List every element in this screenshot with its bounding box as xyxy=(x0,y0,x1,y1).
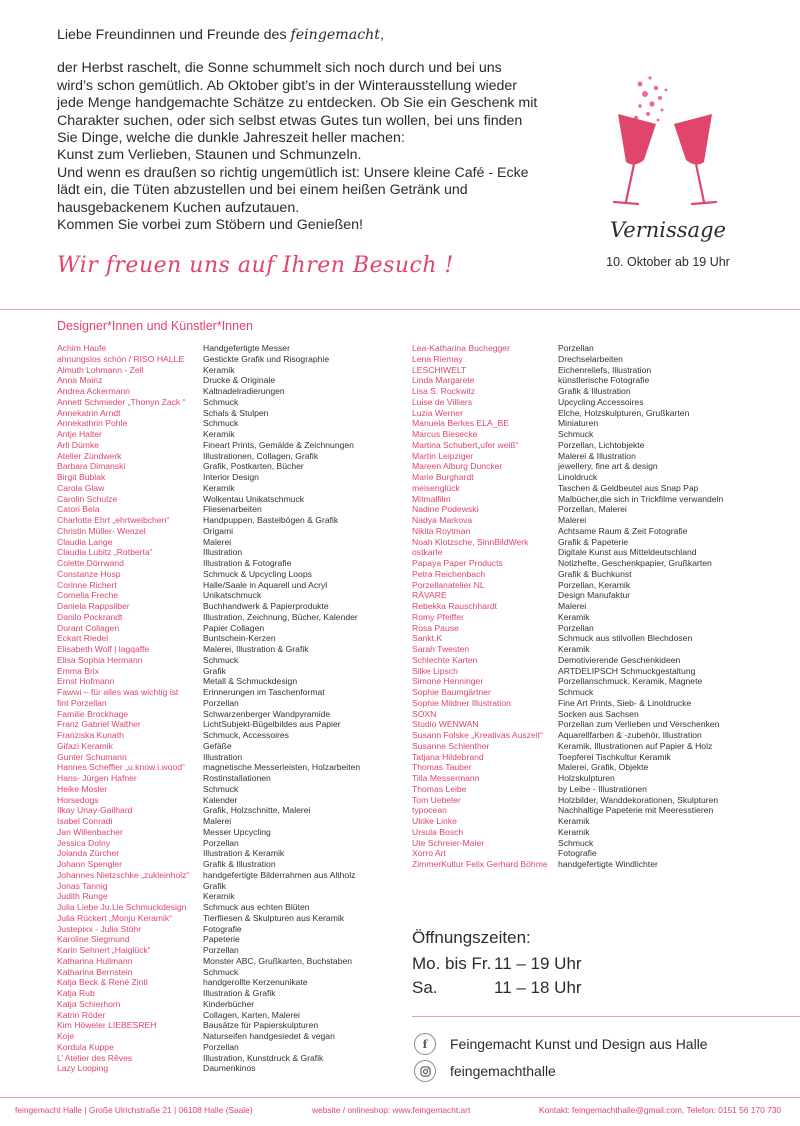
designer-name: Claudia Lubitz „Rotberta“ xyxy=(57,547,153,558)
designer-name: Colette Dörrwand xyxy=(57,558,124,568)
intro-paragraph xyxy=(57,60,577,234)
designer-name: ZimmerKultur Felix Gerhard Böhme xyxy=(412,859,548,869)
designer-description: Toepferei Tischkultur Keramik xyxy=(558,751,671,762)
designer-name: Nadya Markova xyxy=(412,515,473,525)
designer-name: Carolin Schulze xyxy=(57,493,118,504)
designer-name: Lena Riemay xyxy=(412,353,463,364)
designer-names-column-2 xyxy=(412,343,562,870)
designer-name: Kim Höweler LIEBESREH xyxy=(57,1020,157,1031)
designer-name: Tatjana Hildebrand xyxy=(412,751,484,762)
designer-name: Annekatrin Arndt xyxy=(57,407,121,418)
designer-name: Christin Müller- Wenzel xyxy=(57,525,146,536)
designer-description: handgerollte Kerzenunikate xyxy=(203,977,308,988)
designer-name: Claudia Lange xyxy=(57,536,113,547)
designer-description: Illustration xyxy=(203,751,243,762)
designer-description: Illustration xyxy=(203,547,243,558)
designer-description: Porzellan xyxy=(203,837,239,848)
designer-name: Nadine Podewski xyxy=(412,504,479,515)
designer-name: Johannes Nietzschke „zukleinholz“ xyxy=(57,869,190,880)
designer-description: Handgefertigte Messer xyxy=(203,343,290,353)
designer-name: Nikita Roytman xyxy=(412,525,471,536)
designer-description: Interior Design xyxy=(203,472,259,482)
designer-description: Demotivierende Geschenkideen xyxy=(558,654,681,665)
intro-line: Sie Dinge, welche die dunkle Jahreszeit heller machen: xyxy=(57,130,405,147)
designer-description: künstlerische Fotografie xyxy=(558,375,650,386)
designer-name: Romy Pfeiffer xyxy=(412,611,464,622)
designer-description: Fotografie xyxy=(558,848,597,859)
designer-name: ahnungslos schön / RISO HALLE xyxy=(57,353,185,364)
designer-name: fint Porzellan xyxy=(57,697,107,708)
designer-description: Buchhandwerk & Papierprodukte xyxy=(203,601,329,611)
designer-description: Malerei, Grafik, Objekte xyxy=(558,762,649,773)
designer-description: Schmuck xyxy=(203,654,239,665)
designer-description: Unikatschmuck xyxy=(203,590,262,601)
instagram-link[interactable]: feingemachthalle xyxy=(414,1060,556,1082)
designer-name: Cornelia Freche xyxy=(57,590,119,601)
designer-name: Familie Brockhage xyxy=(57,708,129,719)
vernissage-title: Vernissage xyxy=(610,218,726,242)
designer-description: Keramik xyxy=(203,891,235,902)
designer-description: Grafik & Illustration xyxy=(558,386,631,396)
designer-description: Holzskulpturen xyxy=(558,773,615,783)
designer-name: Katja Beck & René Zintl xyxy=(57,977,148,988)
designer-description: Design Manufaktur xyxy=(558,590,631,601)
designer-name: Gifazi Keramik xyxy=(57,740,113,751)
designer-name: Annekathrin Pohle xyxy=(57,418,128,429)
designer-description: Kalender xyxy=(203,794,238,805)
designer-description: Collagen, Karten, Malerei xyxy=(203,1009,300,1020)
designer-description: Grafik & Papeterie xyxy=(558,536,629,547)
designer-name: Katharina Hullmann xyxy=(57,955,133,966)
designer-description: Keramik, Illustrationen auf Papier & Holz xyxy=(558,740,713,751)
designers-heading: Designer*Innen und Künstler*Innen xyxy=(57,319,253,333)
designer-description: Grafik, Holzschnitte, Malerei xyxy=(203,805,311,816)
designer-name: Katrin Röder xyxy=(57,1009,106,1020)
designer-description: Schmuck xyxy=(558,687,594,697)
designer-description: Schmuck xyxy=(558,429,594,439)
designer-name: Danilo Pockrandt xyxy=(57,611,123,622)
designer-description: Illustration, Kunstdruck & Grafik xyxy=(203,1052,324,1063)
designer-description: Notizhefte, Geschenkpapier, Grußkarten xyxy=(558,558,712,568)
designer-description: Schmuck xyxy=(203,783,239,794)
designer-name: Jonas Tannig xyxy=(57,880,108,891)
designer-description: Keramik xyxy=(203,482,235,493)
designer-description: Malerei xyxy=(203,536,232,547)
designer-description: Miniaturen xyxy=(558,418,599,429)
designer-description: Porzellan, Malerei xyxy=(558,504,627,515)
designer-name: Johann Spengler xyxy=(57,859,122,869)
intro-line: Kunst zum Verlieben, Staunen und Schmunzeln. xyxy=(57,147,362,164)
designer-description: handgefertigte Bilderrahmen aus Altholz xyxy=(203,869,356,880)
designer-name: Isabel Conradi xyxy=(57,816,113,826)
designer-name: Papaya Paper Products xyxy=(412,558,503,568)
designer-description: Malerei, Illustration & Grafik xyxy=(203,644,309,654)
designer-description: Malerei xyxy=(558,515,587,525)
designer-name: Schlechte Karten xyxy=(412,654,478,665)
designer-description: Achtsame Raum & Zeit Fotografie xyxy=(558,525,688,536)
designer-name: Silke Lipsch xyxy=(412,665,458,676)
designer-name: Noah Klotzsche, SinnBildWerk xyxy=(412,536,529,547)
designer-name: Lazy Looping xyxy=(57,1063,109,1074)
designer-description: Keramik xyxy=(203,364,235,375)
designer-description: Malerei xyxy=(558,601,587,611)
champagne-glasses-icon xyxy=(600,74,730,214)
designer-name: Julia Liebe Ju.Lie Schmuckdesign xyxy=(57,902,187,912)
designer-description: Nachhaltige Papeterie mit Meeresstieren xyxy=(558,805,714,816)
facebook-link[interactable]: f Feingemacht Kunst und Design aus Halle xyxy=(414,1033,708,1055)
designer-name: Eckart Riedel xyxy=(57,633,109,644)
designer-name: Katharina Bernstein xyxy=(57,966,133,977)
designer-description: Porzellan xyxy=(203,1041,239,1052)
designer-description: Porzellanschmuck, Keramik, Magnete xyxy=(558,676,703,687)
designer-description: Schmuck aus echten Blüten xyxy=(203,902,310,912)
intro-line: jede Menge handgemachte Schätze zu entdecken. Ob Sie ein Geschenk mit xyxy=(57,95,538,112)
designer-description: Illustration & Grafik xyxy=(203,988,276,998)
designer-description: Schmuck & Upcycling Loops xyxy=(203,568,312,579)
designer-name: Studio WENWAN xyxy=(412,719,479,730)
designer-description: Gefäße xyxy=(203,740,232,751)
designer-description: Porzellan xyxy=(558,622,594,633)
intro-text xyxy=(57,27,577,234)
designer-description: Messer Upcycling xyxy=(203,826,271,837)
designer-name: Petra Reichenbach xyxy=(412,568,486,579)
designer-descriptions-column-1 xyxy=(203,343,403,1074)
designer-description: magnetische Messerleisten, Holzarbeiten xyxy=(203,762,361,773)
designer-description: Grafik & Illustration xyxy=(203,859,276,869)
designer-description: Holzbilder, Wanddekorationen, Skulpturen xyxy=(558,794,719,805)
designer-description: Eichenreliefs, Illustration xyxy=(558,364,652,375)
designer-description: Schmuck xyxy=(203,418,239,429)
divider xyxy=(0,309,800,310)
designer-name: Manuela Berkes ELA_BE xyxy=(412,418,509,429)
designer-description: Illustration & Keramik xyxy=(203,848,285,859)
designer-description: Fineart Prints, Gemälde & Zeichnungen xyxy=(203,439,354,450)
designer-description: Buntschein-Kerzen xyxy=(203,633,276,644)
vernissage-date: 10. Oktober ab 19 Uhr xyxy=(606,255,730,269)
opening-hours-row: Sa. 11 – 18 Uhr xyxy=(412,978,582,997)
designer-name: Hans- Jürgen Hafner xyxy=(57,773,137,783)
designer-name: Carola Glaw xyxy=(57,482,105,493)
designer-name: LESCHIWELT xyxy=(412,364,467,375)
designer-name: Achim Haufe xyxy=(57,343,107,353)
designer-name: Fawwi – für alles was wichtig ist xyxy=(57,687,179,697)
designer-name: Antje Halter xyxy=(57,429,102,439)
designer-name: Hannes Scheffler „u.know.i.wood“ xyxy=(57,762,185,773)
designer-description: Porzellan zum Verlieben und Verschenken xyxy=(558,719,720,730)
designer-description: Grafik xyxy=(203,880,226,891)
designer-name: Ulrike Linke xyxy=(412,816,457,826)
designer-description: Rostinstallationen xyxy=(203,773,271,783)
designer-name: meisenglück xyxy=(412,482,460,493)
designer-description: Fliesenarbeiten xyxy=(203,504,262,515)
intro-line: lädt ein, die Tüten abzustellen und bei einem heißen Getränk und xyxy=(57,182,468,199)
designer-name: Catori Bela xyxy=(57,504,100,515)
designer-name: Simone Henninger xyxy=(412,676,484,687)
designer-description: Monster ABC, Grußkarten, Buchstaben xyxy=(203,955,353,966)
designer-description: Porzellan xyxy=(203,697,239,708)
designer-name: Martin Leipziger xyxy=(412,450,474,461)
designer-name: Birgit Bublak xyxy=(57,472,106,482)
designer-description: Grafik, Postkarten, Bücher xyxy=(203,461,304,472)
designer-description: Malerei & Illustration xyxy=(558,450,636,461)
designer-name: Andrea Ackermann xyxy=(57,386,131,396)
designer-name: Kordula Kuppe xyxy=(57,1041,114,1052)
divider xyxy=(0,1097,800,1098)
designer-name: Ilkay Unay-Gailhard xyxy=(57,805,133,816)
designer-description: Illustration, Zeichnung, Bücher, Kalender xyxy=(203,611,358,622)
designer-name: Lea-Katharina Buchegger xyxy=(412,343,510,353)
designer-description: Wolkentau Unikatschmuck xyxy=(203,493,305,504)
designer-name: Horsedogs xyxy=(57,794,99,805)
facebook-icon: f xyxy=(414,1033,436,1055)
designer-name: Gunter Schumann xyxy=(57,751,127,762)
designer-description: Schmuck xyxy=(203,396,239,407)
intro-line: wird’s schon gemütlich. Ab Oktober gibt’s in der Winterausstellung wieder xyxy=(57,77,518,94)
designer-description: Schmuck aus stilvollen Blechdosen xyxy=(558,633,693,644)
designer-description: Keramik xyxy=(558,816,590,826)
designer-name: Susann Folske „Kreativas Auszeit“ xyxy=(412,730,543,740)
designer-description: Illustration & Fotografie xyxy=(203,558,292,568)
designer-description: Origami xyxy=(203,525,234,536)
designer-name: Ernst Hofmann xyxy=(57,676,115,687)
designer-name: Heike Mosler xyxy=(57,783,108,794)
designer-name: Luise de Villiers xyxy=(412,396,473,407)
designer-name: Elisabeth Wolf | lagqaffe xyxy=(57,644,150,654)
designer-description: Keramik xyxy=(203,429,235,439)
designer-name: Jan Willenbacher xyxy=(57,826,123,837)
designer-name: Karoline Siegmund xyxy=(57,934,130,945)
designer-description: Daumenkinos xyxy=(203,1063,256,1074)
designer-name: Jessica Dolny xyxy=(57,837,111,848)
designer-name: Sophie Baumgärtner xyxy=(412,687,491,697)
designer-name: Thomas Tauber xyxy=(412,762,472,773)
designer-name: Sarah Twesten xyxy=(412,644,470,654)
designer-name: Katja Schierhorn xyxy=(57,998,121,1009)
footer-address: feingemacht Halle | Große Ulrichstraße 21 | 06108 Halle (Saale) xyxy=(15,1105,253,1115)
designer-name: Martina Schubert„ufer weiß“ xyxy=(412,439,519,450)
designer-name: Rosa Pause xyxy=(412,622,459,633)
designer-description: Keramik xyxy=(558,611,590,622)
designer-name: Constanze Hosp xyxy=(57,568,121,579)
designer-name: SOXN xyxy=(412,708,437,719)
designer-description: Porzellan, Lichtobjekte xyxy=(558,439,645,450)
intro-line: Kommen Sie vorbei zum Stöbern und Genießen! xyxy=(57,217,363,234)
designer-name: Julia Rückert „Monju Keramik“ xyxy=(57,912,173,923)
designer-description: handgefertigte Windlichter xyxy=(558,859,658,869)
opening-hours-row: Mo. bis Fr. 11 – 19 Uhr xyxy=(412,954,582,973)
designer-description: Aquarellfarben & -zubehör, Illustration xyxy=(558,730,702,740)
designer-description: Kinderbücher xyxy=(203,998,255,1009)
welcome-message: Wir freuen uns auf Ihren Besuch ! xyxy=(57,253,454,278)
designer-description: Papeterie xyxy=(203,934,240,945)
designer-description: Schmuck xyxy=(203,966,239,977)
instagram-icon xyxy=(414,1060,436,1082)
designer-name: Almuth Lohmann - Zell xyxy=(57,364,144,375)
divider xyxy=(412,1016,800,1017)
designer-name: Karin Sehnert „Haiglück“ xyxy=(57,945,151,955)
footer-website-link[interactable]: website / onlineshop: www.feingemacht.art xyxy=(312,1105,471,1115)
designer-name: Franz Gabriel Walther xyxy=(57,719,141,730)
brand-name: feingemacht xyxy=(290,27,380,43)
designer-name: Sankt.K xyxy=(412,633,443,644)
designer-description: Erinnerungen im Taschenformat xyxy=(203,687,325,697)
designer-name: Jolanda Zürcher xyxy=(57,848,120,859)
designer-description: Keramik xyxy=(558,644,590,654)
designer-name: Corinne Richert xyxy=(57,579,117,590)
intro-line: Und wenn es draußen so richtig ungemütlich ist: Unsere kleine Café - Ecke xyxy=(57,164,529,181)
designer-name: Atelier Zündwerk xyxy=(57,450,122,461)
designer-description: Grafik & Buchkunst xyxy=(558,568,632,579)
designer-name: Sophie Mildner Illustration xyxy=(412,697,511,708)
designer-name: L’ Atelier des Rêves xyxy=(57,1052,133,1063)
designer-description: Bausätze für Papierskulpturen xyxy=(203,1020,319,1031)
designer-name: Marie Burghardt xyxy=(412,472,474,482)
designer-description: Kaltnadelradierungen xyxy=(203,386,285,396)
designer-name: Linda Margarete xyxy=(412,375,475,386)
designer-name: Lisa S. Rockwitz xyxy=(412,386,476,396)
designer-name: ostkarte xyxy=(412,547,443,558)
designer-names-column-1 xyxy=(57,343,205,1074)
designer-name: Katja Rub xyxy=(57,988,95,998)
designer-name: Tilla Messermann xyxy=(412,773,480,783)
designer-name: Elisa Sophia Hermann xyxy=(57,654,143,665)
designer-description: Malbücher,die sich in Trickfilme verwandeln xyxy=(558,493,724,504)
intro-line: hausgebackenem Kuchen aufzutauen. xyxy=(57,199,300,216)
designer-name: Ursula Bosch xyxy=(412,826,464,837)
designer-name: Ute Schreier-Maier xyxy=(412,837,485,848)
designer-description: Papier Collagen xyxy=(203,622,265,633)
designer-description: Grafik xyxy=(203,665,226,676)
designer-name: Thomas Leibe xyxy=(412,783,467,794)
designer-name: typocean xyxy=(412,805,447,816)
designer-name: Emma Brix xyxy=(57,665,100,676)
designer-description: Drechselarbeiten xyxy=(558,353,623,364)
designer-name: Koje xyxy=(57,1031,75,1041)
designer-name: Barbara Dimanski xyxy=(57,461,126,472)
designer-description: Naturseifen handgesiedet & vegan xyxy=(203,1031,335,1041)
designer-description: by Leibe - Illustrationen xyxy=(558,783,647,794)
designer-description: Gestickte Grafik und Risographie xyxy=(203,353,330,364)
designer-description: Linoldruck xyxy=(558,472,598,482)
designer-description: Tierfliesen & Skulpturen aus Keramik xyxy=(203,912,345,923)
opening-hours-title: Öffnungszeiten: xyxy=(412,928,531,947)
designer-name: Mitmalfilm xyxy=(412,493,451,504)
designer-description: Taschen & Geldbeutel aus Snap Pap xyxy=(558,482,699,493)
designer-description: Elche, Holzskulpturen, Grußkarten xyxy=(558,407,690,418)
designer-name: Justepixx - Julia Stöhr xyxy=(57,923,142,934)
designer-name: Luzia Werner xyxy=(412,407,463,418)
designer-name: Susanne Schlenther xyxy=(412,740,490,751)
designer-name: Mareen Alburg Duncker xyxy=(412,461,503,472)
designer-name: Charlotte Ehrt „ehrtweibchen“ xyxy=(57,515,170,525)
designer-description: Schmuck xyxy=(558,837,594,848)
designer-description: Schals & Stulpen xyxy=(203,407,269,418)
designer-name: Xorro Art xyxy=(412,848,446,859)
designer-name: Marcus Biesecke xyxy=(412,429,478,439)
designer-description: Illustrationen, Collagen, Grafik xyxy=(203,450,319,461)
designer-descriptions-column-2 xyxy=(558,343,800,870)
designer-name: Tom Uebeler xyxy=(412,794,461,805)
designer-description: Fine Art Prints, Sieb- & Linoldrucke xyxy=(558,697,692,708)
designer-name: Rebekka Rauschhardt xyxy=(412,601,498,611)
designer-description: Drucke & Originale xyxy=(203,375,276,386)
greeting: Liebe Freundinnen und Freunde des feingemacht, xyxy=(57,27,384,43)
designer-description: Porzellan, Keramik xyxy=(558,579,631,590)
designer-name: Daniela Rappsilber xyxy=(57,601,130,611)
designer-description: jewellery, fine art & design xyxy=(558,461,658,472)
designer-description: Socken aus Sachsen xyxy=(558,708,639,719)
intro-line: der Herbst raschelt, die Sonne schummelt sich noch durch und bei uns xyxy=(57,60,502,77)
designer-name: Franziska Kunath xyxy=(57,730,124,740)
designer-description: Keramik xyxy=(558,826,590,837)
designer-description: Porzellan xyxy=(558,343,594,353)
footer-contact: Kontakt: feingemachthalle@gmail.com, Telefon: 0151 56 170 730 xyxy=(539,1105,782,1115)
designer-description: Handpuppen, Bastelbögen & Grafik xyxy=(203,515,339,525)
designer-description: Schmuck, Accessoires xyxy=(203,730,289,740)
designer-description: Fotografie xyxy=(203,923,242,934)
designer-description: ARTDELIPSCH Schmuckgestaltung xyxy=(558,665,696,676)
designer-description: Upcycling Accessoires xyxy=(558,396,644,407)
designer-name: Arli Dümke xyxy=(57,439,100,450)
designer-description: Halle/Saale in Aquarell und Acryl xyxy=(203,579,328,590)
designer-description: Porzellan xyxy=(203,945,239,955)
designer-name: Annett Schmieder „Thonyn Zack “ xyxy=(57,396,186,407)
designer-description: Digitale Kunst aus Mitteldeutschland xyxy=(558,547,697,558)
designer-name: RÄVARE xyxy=(412,590,447,601)
designer-name: Judith Runge xyxy=(57,891,108,902)
designer-name: Porzellanatelier NL xyxy=(412,579,485,590)
intro-line: Charakter suchen, oder sich selbst etwas Gutes tun wollen, bei uns finden xyxy=(57,112,523,129)
designer-description: Malerei xyxy=(203,816,232,826)
designer-description: Schwarzenberger Wandpyramide xyxy=(203,708,331,719)
opening-hours xyxy=(412,926,582,1000)
designer-name: Durant Collagen xyxy=(57,622,120,633)
designer-name: Anna Mainz xyxy=(57,375,103,386)
designer-description: Metall & Schmuckdesign xyxy=(203,676,298,687)
designer-description: LichtSubjekt-Bügelbildes aus Papier xyxy=(203,719,341,730)
